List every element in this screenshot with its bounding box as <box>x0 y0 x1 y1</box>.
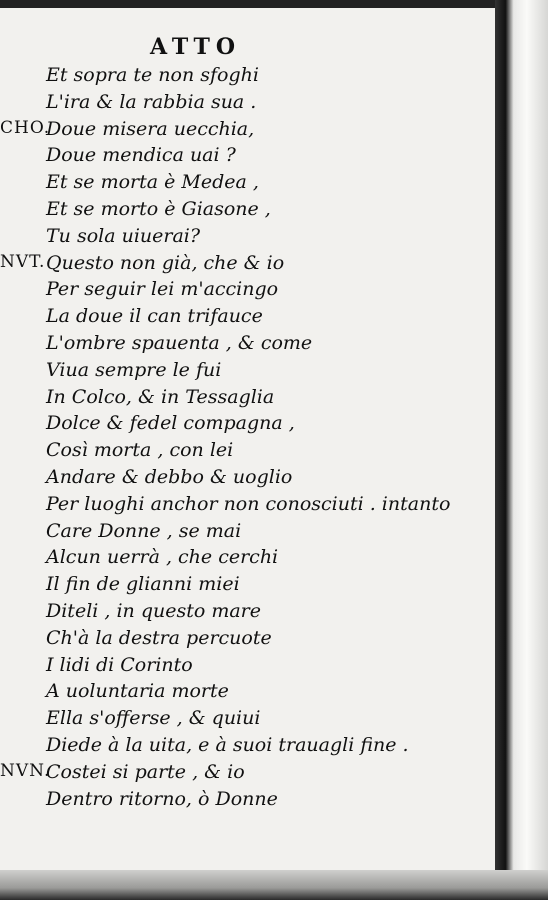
verse-text: Diteli , in questo mare <box>46 600 261 622</box>
verse-text: Doue mendica uai ? <box>46 144 236 167</box>
verse-text: Alcun uerrà , che cerchi <box>46 546 279 569</box>
verse-text: La doue il can trifauce <box>46 305 263 328</box>
speaker-label: NVN. <box>0 760 51 781</box>
verse-text: Ella s'offerse , & quiui <box>46 707 261 730</box>
speaker-label: NVT. <box>0 251 46 272</box>
verse-text: L'ombre spauenta , & come <box>46 332 313 354</box>
verse-text: Tu sola uiuerai? <box>46 224 201 247</box>
bottom-edge <box>0 870 548 900</box>
page-header: ATTO <box>150 34 241 60</box>
verse-text: Così morta , con lei <box>46 439 234 462</box>
verse-text: Il fin de glianni miei <box>46 573 240 596</box>
verse-text: Per seguir lei m'accingo <box>46 278 279 301</box>
verse-text: Costei si parte , & io <box>46 760 245 783</box>
verse-text: Et sopra te non sfoghi <box>46 64 259 86</box>
verse-text: Dentro ritorno, ò Donne <box>46 787 278 810</box>
verse-text: Care Donne , se mai <box>46 519 242 542</box>
book-gutter <box>495 0 548 900</box>
verse-text: In Colco, & in Tessaglia <box>46 385 275 408</box>
book-page <box>0 8 500 870</box>
verse-text: Et se morto è Giasone , <box>46 198 271 220</box>
verse-text: Questo non già, che & io <box>46 251 285 274</box>
verse-text: Per luoghi anchor non conosciuti . intanto <box>46 492 451 515</box>
verse-text: Et se morta è Medea , <box>46 171 259 194</box>
verse-text: A uoluntaria morte <box>46 680 229 703</box>
verse-text: Viua sempre le fui <box>46 358 222 381</box>
verse-text: L'ira & la rabbia sua . <box>46 90 257 113</box>
verse-text: Ch'à la destra percuote <box>46 626 272 649</box>
verse-text: Andare & debbo & uoglio <box>46 466 293 488</box>
verse-text: I lidi di Corinto <box>46 653 193 676</box>
verse-text: Doue misera uecchia, <box>46 117 255 140</box>
speaker-label: CHO. <box>0 117 51 138</box>
verse-text: Diede à la uita, e à suoi trauagli fine . <box>46 734 409 756</box>
verse-text: Dolce & fedel compagna , <box>46 412 295 435</box>
